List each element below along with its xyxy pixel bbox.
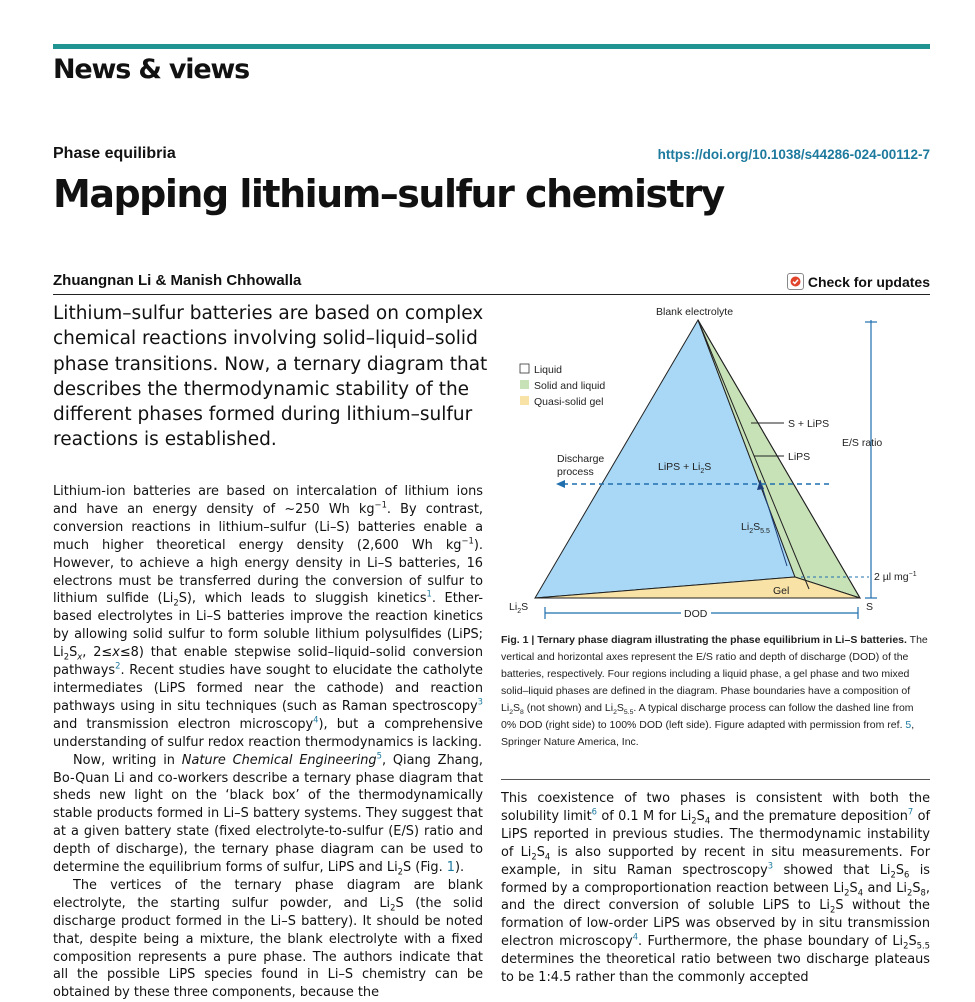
s-lips-label: S + LiPS xyxy=(788,418,830,430)
paragraph-right-1: This coexistence of two phases is consistent with both the solubility limit$^6$ of 0.1 M for $Li_2S_4$ and the premature deposition$^7$ of LiPS reported in previous studies. The thermodynamic instability of $Li_2S_4$ is also supported by recent in situ measurements. For example, in situ Raman spectroscopy$^3$ showed that $Li_2S_6$ is formed by a comproportionation reaction between $Li_2S_4$ and $Li_2S_8$, and the direct conversion of soluble LiPS to $Li_2S$ without the formation of low-order LiPS was observed by in situ transmission electron microscopy$^4$. Furthermore, the phase boundary of $Li_2S_{5.5}$ determines the theoretical ratio between two discharge plateaus to be 1:4.5 rather than the commonly accepted xyxy=(501,791,930,986)
apex-label: Blank electrolyte xyxy=(656,306,734,318)
es-ratio-label: E/S ratio xyxy=(842,437,883,449)
header-accent-bar xyxy=(53,44,930,49)
legend-swatch-gel xyxy=(520,396,529,405)
diagram-svg xyxy=(501,300,930,622)
li2s55-label: $Li_2S_{5.5}$ xyxy=(741,521,770,535)
body-column-left xyxy=(53,483,483,1002)
check-updates-button[interactable] xyxy=(787,273,930,290)
paragraph-2: Now, writing in Nature Chemical Engineering$^5$, Qiang Zhang, Bo-Quan Li and co-workers describe a ternary phase diagram that sheds new light on the ‘black box’ of the thermodynamically stable products formed in Li–S battery systems. They suggest that at a given battery state (fixed electrolyte-to-sulfur (E/S) ratio and depth of discharge), the ternary phase diagram can be used to determine the equilibrium forms of sulfur, LiPS and $Li_2S$ (Fig. 1). xyxy=(53,750,484,877)
figure-caption xyxy=(501,632,930,751)
lips-li2s-label: LiPS + $Li_2S$ xyxy=(658,461,712,475)
check-updates-label: Check for updates xyxy=(807,273,930,290)
s-vertex-label: S xyxy=(866,601,874,613)
discharge-label-2: process xyxy=(557,466,594,478)
dod-label: DOD xyxy=(684,608,708,620)
legend-solid-liquid: Solid and liquid xyxy=(534,380,606,392)
legend-swatch-solid-liquid xyxy=(520,380,529,389)
article-subject: Phase equilibria xyxy=(53,145,176,162)
discharge-label-1: Discharge xyxy=(557,453,605,465)
header-rule xyxy=(53,294,930,295)
paragraph-1: Lithium-ion batteries are based on intercalation of lithium ions and have an energy density of ~250 Wh $kg^{-1}$. By contrast, conversion reactions in lithium–sulfur (Li–S) batteries enable a much higher theoretical energy density (2,600 Wh $kg^{-1}$). However, to achieve a high energy density in Li–S batteries, 16 electrons must be transferred during the conversion of sulfur to lithium sulfide $(Li_2S)$, which leads to sluggish kinetics$^1$. Ether-based electrolytes in Li–S batteries improve the reaction kinetics by allowing solid sulfur to form soluble lithium polysulfides (LiPS; $Li_2S_x$, 2≤x≤8) that enable stepwise solid–liquid–solid conversion pathways$^2$. Recent studies have sought to elucidate the catholyte intermediates (LiPS formed near the cathode) and reaction pathways using in situ techniques (such as Raman spectroscopy$^3$ and transmission electron microscopy$^4$), but a comprehensive understanding of sulfur redox reaction thermodynamics is lacking. xyxy=(53,484,483,750)
caption-rule xyxy=(501,779,930,780)
authors: Zhuangnan Li & Manish Chhowalla xyxy=(53,272,302,289)
legend-liquid: Liquid xyxy=(534,364,563,376)
section-name: News & views xyxy=(53,54,250,85)
discharge-arrowhead xyxy=(556,480,565,488)
two-ul-label: 2 µl $mg^{-1}$ xyxy=(874,571,917,583)
body-column-right xyxy=(501,790,930,987)
gel-label: Gel xyxy=(773,585,790,597)
crossmark-icon xyxy=(787,273,804,290)
lips-label: LiPS xyxy=(788,451,811,463)
article-title: Mapping lithium–sulfur chemistry xyxy=(53,172,724,216)
legend-swatch-liquid xyxy=(520,364,529,373)
doi-link[interactable]: https://doi.org/10.1038/s44286-024-00112-7 xyxy=(657,147,930,162)
paragraph-3: The vertices of the ternary phase diagram are blank electrolyte, the starting sulfur powder, and $Li_2S$ (the solid discharge product formed in the Li–S battery). It should be noted that, despite being a mixture, the blank electrolyte with a fixed composition represents a pure phase. The authors indicate that all the possible LiPS species found in Li–S chemistry can be obtained by these three components, because the xyxy=(53,877,484,1001)
ternary-phase-diagram xyxy=(501,300,930,622)
legend-gel: Quasi-solid gel xyxy=(534,396,604,408)
caption-label: Fig. 1 | Ternary phase diagram illustrating the phase equilibrium in Li–S batteries. xyxy=(501,634,907,646)
li2s-vertex-label: $Li_2S$ xyxy=(509,601,529,615)
standfirst: Lithium–sulfur batteries are based on complex chemical reactions involving solid–liquid–solid phase transitions. Now, a ternary diagram that describes the thermodynamic stability of the different phases formed during lithium–sulfur reactions is established. xyxy=(53,303,488,451)
caption-text: The vertical and horizontal axes represent the E/S ratio and depth of discharge (DOD) of the batteries, respectively. Four regions including a liquid phase, a gel phase and two mixed solid–liquid phases are defined in the diagram. Phase boundaries have a composition of $Li_2S_8$ (not shown) and $Li_2S_{5.5}$. A typical discharge process can follow the dashed line from 0% DOD (right side) to 100% DOD (left side). Figure adapted with permission from ref. 5, Springer Nature America, Inc. xyxy=(501,634,928,748)
